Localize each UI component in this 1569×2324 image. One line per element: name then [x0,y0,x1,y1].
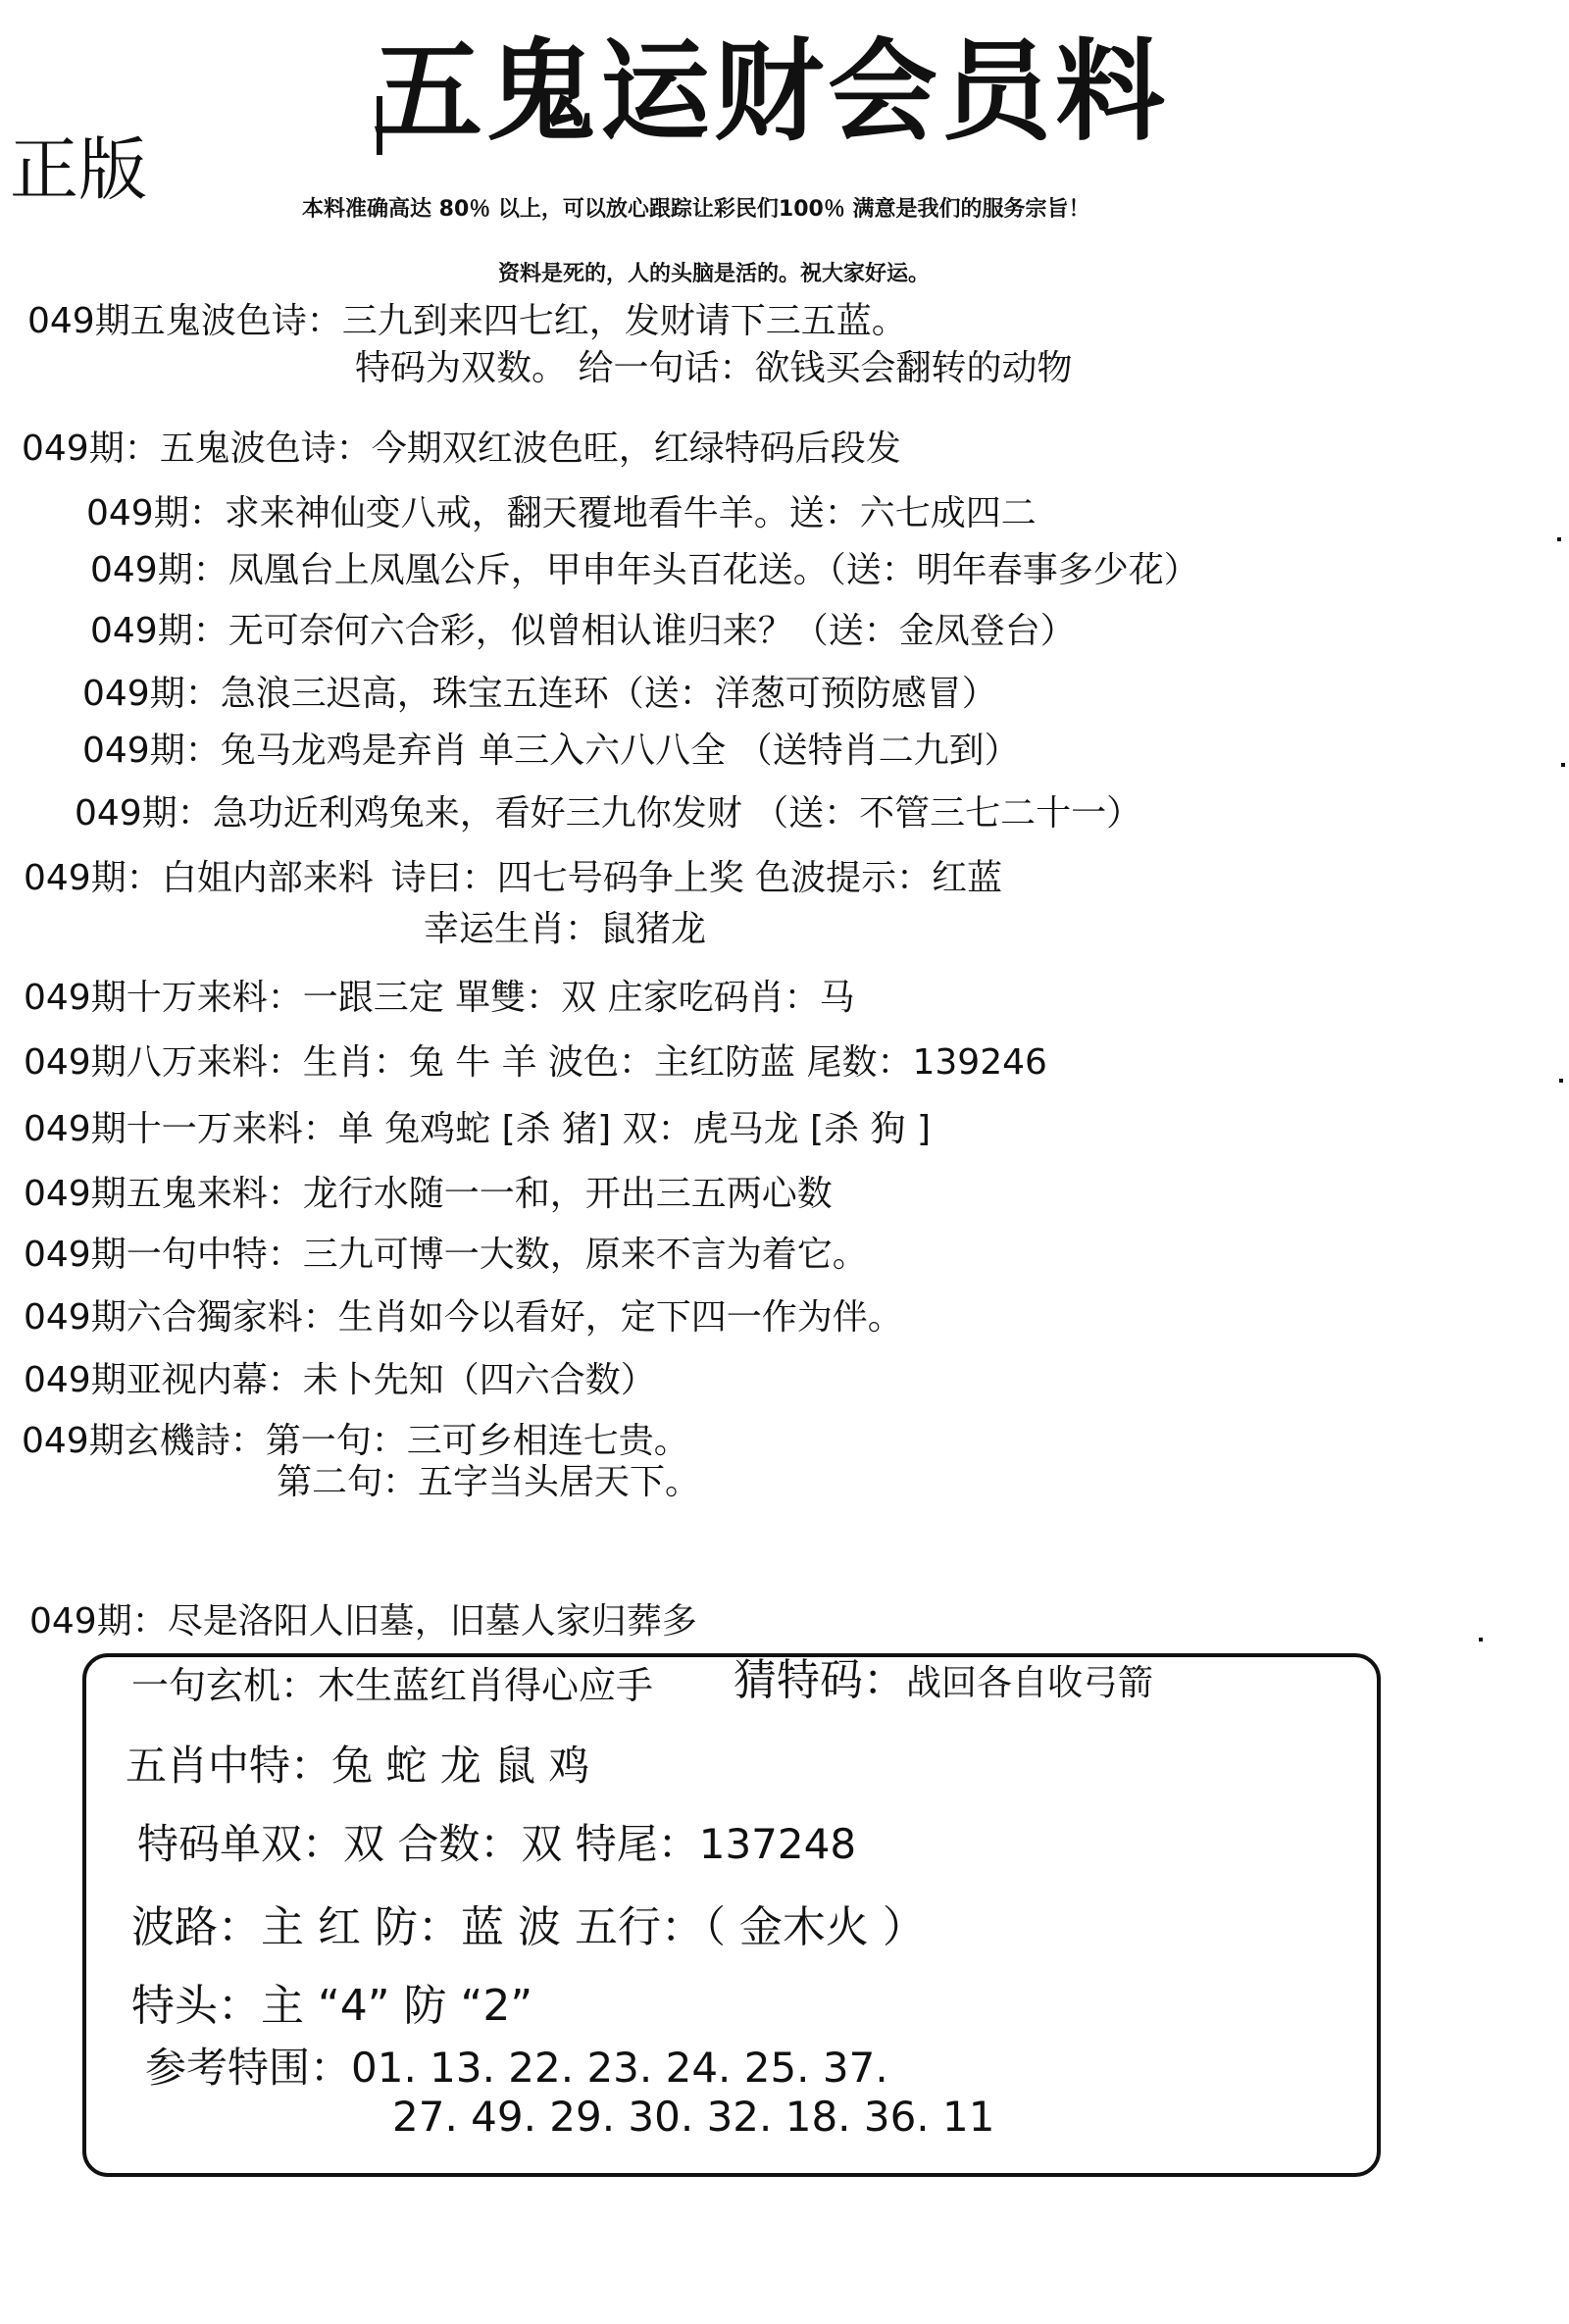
box-row-wave [131,1902,926,1952]
entry-label: 049期： [90,611,228,651]
entry-row [24,1174,833,1214]
entry-text: 龙行水随一一和，开出三五两心数 [302,1174,833,1214]
entry-text: 未卜先知（四六合数） [302,1360,656,1400]
entry-row [82,674,997,714]
entry-text: 尽是洛阳人旧墓，旧墓人家归葬多 [167,1601,697,1642]
five-zodiac-text: 兔 蛇 龙 鼠 鸡 [331,1742,590,1790]
entry-text: 一跟三定 單雙：双 庄家吃码肖：马 [302,978,855,1018]
entry-row [75,793,1142,834]
entry-label: 049期五鬼来料： [24,1174,303,1214]
range-line-1: 01. 13. 22. 23. 24. 25. 37. [351,2044,888,2092]
entry-row [24,858,1003,898]
entry-label: 049期亚视内幕： [24,1360,303,1400]
entry-row [24,1360,656,1400]
entry-label: 049期： [82,731,221,771]
entry-label: 049期六合獨家料： [24,1297,338,1338]
entry-text: 生肖如今以看好，定下四一作为伴。 [337,1297,903,1338]
entry-label: 049期： [90,550,228,590]
entry-text: 急浪三迟高，珠宝五连环（送：洋葱可预防感冒） [220,674,997,714]
entry-text: 单 兔鸡蛇 [杀 猪] 双：虎马龙 [杀 狗 ] [337,1109,932,1149]
box-row-odd-even [137,1820,857,1868]
entry-label: 049期： [86,493,225,533]
tagline-accuracy: 本料准确高达 80％ 以上，可以放心跟踪让彩民们100％ 满意是我们的服务宗旨！ [302,197,1090,222]
box-row-range [145,2044,888,2092]
entry-row [424,909,707,949]
entry-text: 今期双红波色旺，红绿特码后段发 [371,429,901,469]
entry-text: 生肖：兔 牛 羊 波色：主红防蓝 尾数：139246 [302,1042,1047,1083]
entry-text: 急功近利鸡兔来，看好三九你发财 （送：不管三七二十一） [212,793,1142,834]
odd-even-text: 双 合数：双 特尾：137248 [343,1820,857,1868]
box-row-head [131,1981,533,2031]
entry-text: 特码为双数。 给一句话：欲钱买会翻转的动物 [355,348,1073,388]
entry-label: 049期： [82,674,221,714]
range-line-2: 27. 49. 29. 30. 32. 18. 36. 11 [392,2093,995,2141]
odd-even-label: 特码单双： [137,1820,344,1868]
range-label: 参考特围： [145,2044,352,2092]
entry-label: 049期十万来料： [24,978,303,1018]
entry-label: 049期十一万来料： [24,1109,338,1149]
scan-speck [1559,1079,1563,1083]
entry-label: 049期八万来料： [24,1042,303,1083]
entry-row [22,1421,689,1461]
entry-label: 049期： [29,1601,168,1642]
riddle-label: 一句玄机： [131,1664,319,1707]
entry-label: 049期：白姐内部来料 [24,858,374,898]
entry-row [27,301,907,341]
entry-row [24,1042,1047,1083]
entry-row [86,493,1037,533]
entry-row [24,1297,903,1338]
scan-speck [1479,1638,1483,1642]
box-row-riddle [131,1664,654,1707]
genuine-badge: 正版 [10,129,147,210]
entry-label: 049期五鬼波色诗： [27,301,342,341]
entry-text: 第二句：五字当头居天下。 [277,1462,701,1502]
entry-text: 幸运生肖：鼠猪龙 [424,909,707,949]
entry-row [24,1235,868,1275]
guess-label: 猜特码： [734,1655,906,1705]
entry-row [24,1109,932,1149]
tagline-luck: 资料是死的，人的头脑是活的。祝大家好运。 [498,262,931,286]
entry-label: 049期：五鬼波色诗： [22,429,372,469]
entry-label: 049期一句中特： [24,1235,303,1275]
head-text: 主 “4” 防 “2” [261,1981,533,2031]
entry-row [22,431,901,467]
entry-text: 求来神仙变八戒，翻天覆地看牛羊。送：六七成四二 [224,493,1037,533]
box-row-range-2 [392,2093,995,2141]
wave-text: 主 红 防：蓝 波 五行：（ 金木火 ） [261,1902,926,1952]
entry-text: 无可奈何六合彩，似曾相认谁归来？（送：金凤登台） [228,611,1076,651]
entry-text: 凤凰台上凤凰公斥，甲申年头百花送。（送：明年春事多少花） [228,550,1199,590]
entry-row [90,550,1199,590]
entry-row [355,348,1073,388]
entry-text: 第一句：三可乡相连七贵。 [265,1421,689,1461]
entry-row [24,978,855,1018]
entry-row [82,733,1020,769]
five-zodiac-label: 五肖中特： [126,1742,332,1790]
page-title: 五鬼运财会员料 [373,27,1169,156]
entry-row [29,1601,697,1642]
entry-label: 049期： [75,793,213,834]
entry-row [277,1462,701,1502]
entry-text: 三九可博一大数，原来不言为着它。 [302,1235,868,1275]
wave-label: 波路： [131,1902,261,1952]
entry-text: 兔马龙鸡是弃肖 单三入六八八全 （送特肖二九到） [220,731,1020,771]
box-row-guess [734,1655,1154,1705]
entry-text: 三九到来四七红，发财请下三五蓝。 [341,301,907,341]
scan-speck [1557,537,1561,541]
entry-label: 049期玄機詩： [22,1421,266,1461]
riddle-text: 木生蓝红肖得心应手 [318,1664,654,1707]
guess-text: 战回各自收弓箭 [906,1663,1154,1703]
entry-row [90,611,1076,651]
box-row-five-zodiac [126,1742,590,1790]
scan-speck [1561,763,1565,767]
head-label: 特头： [131,1981,261,2031]
entry-text: 诗曰：四七号码争上奖 色波提示：红蓝 [390,858,1003,898]
